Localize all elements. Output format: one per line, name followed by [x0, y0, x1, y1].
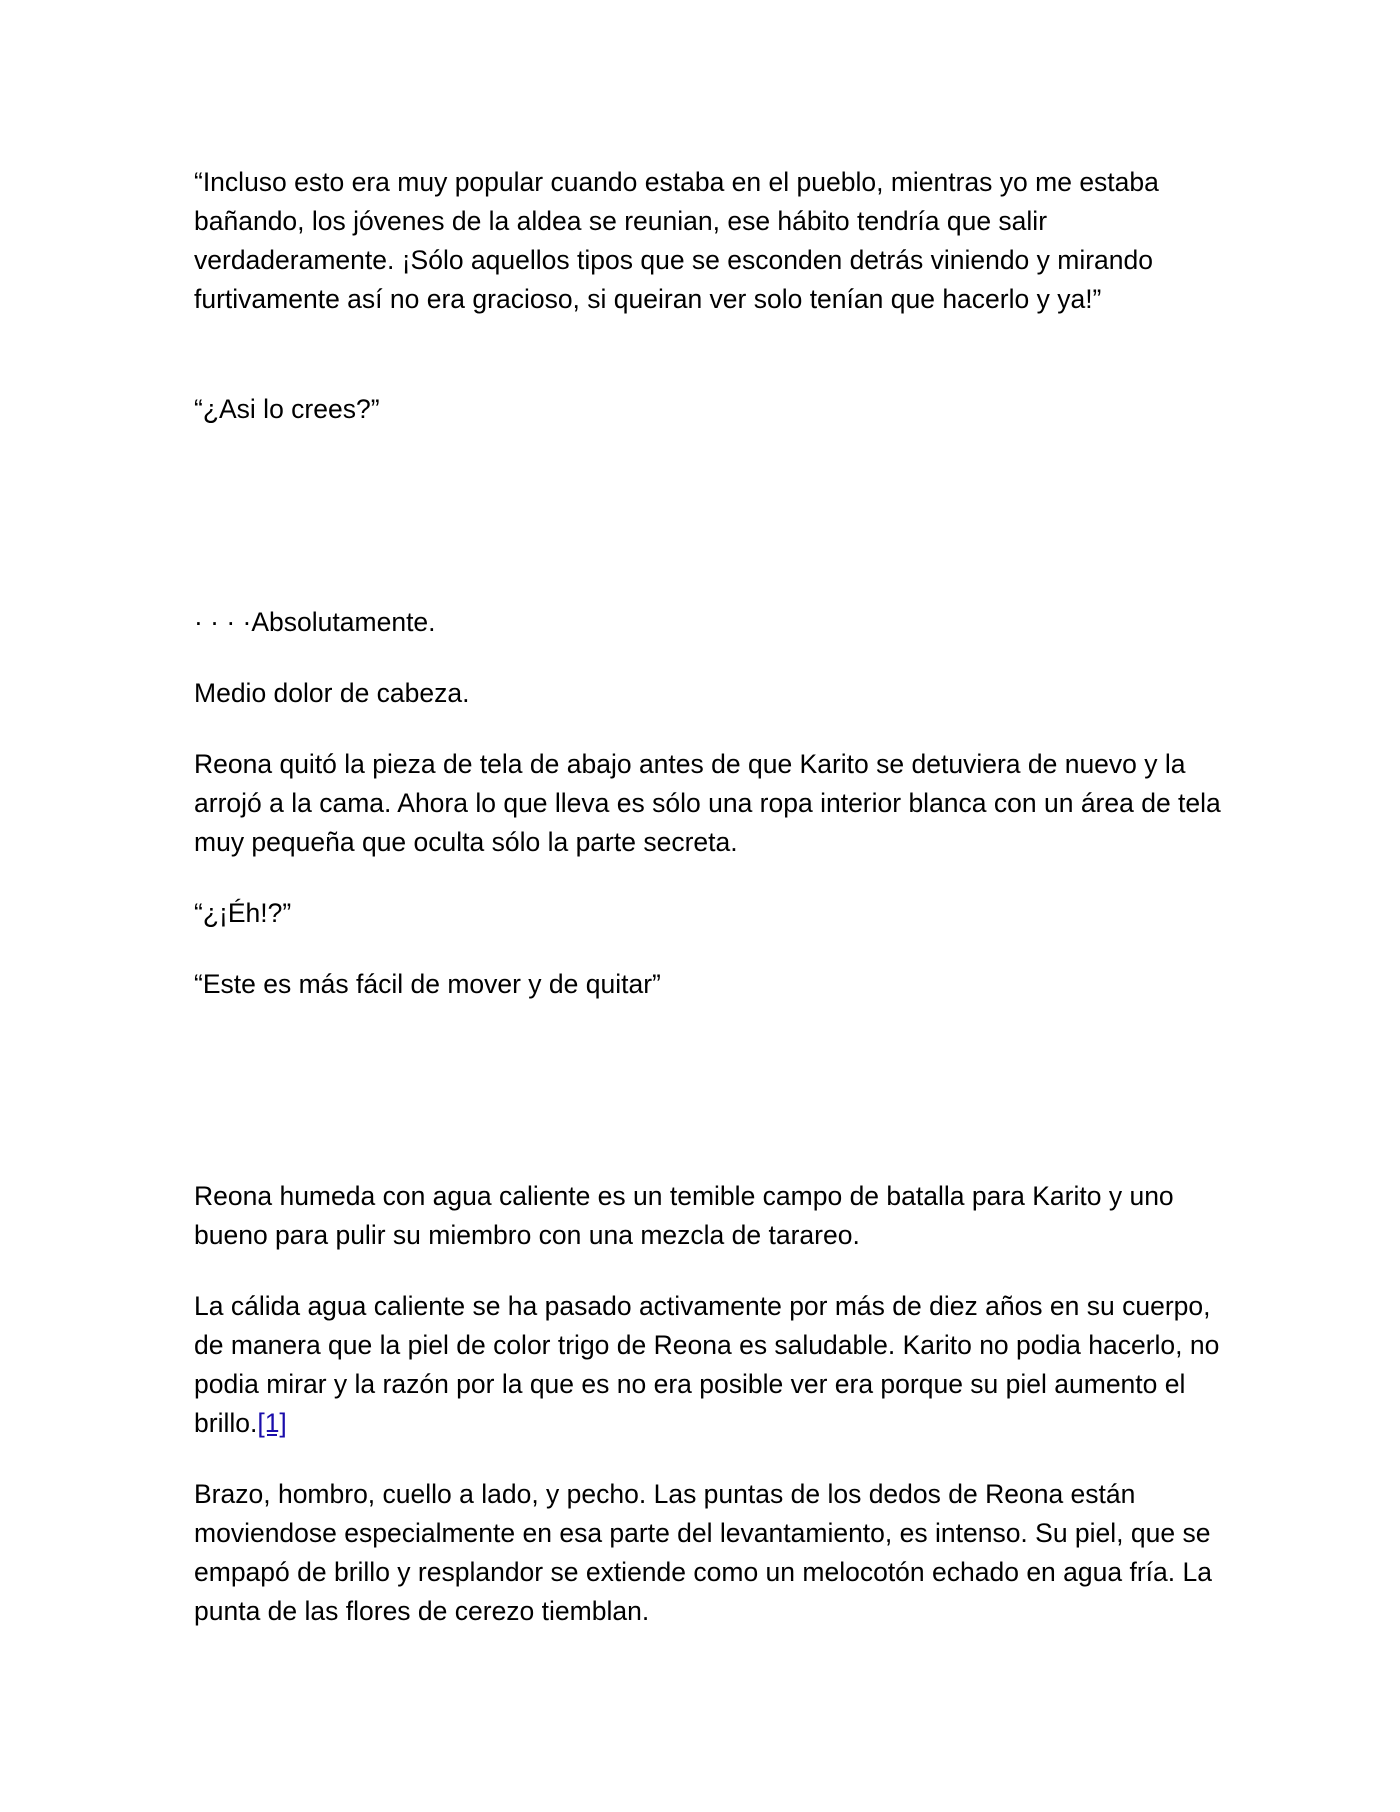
paragraph-5: Reona quitó la pieza de tela de abajo antes de que Karito se detuviera de nuevo y la arrojó a la cama. Ahora lo que lleva es sólo una ropa interior blanca con un área de tela muy pequeña que oculta sólo la parte secreta. [194, 749, 1221, 857]
paragraph-6: “¿¡Éh!?” [194, 898, 292, 928]
footnote-link[interactable]: [1] [257, 1408, 287, 1438]
paragraph-9 [194, 1287, 1234, 1443]
paragraph-7: “Este es más fácil de mover y de quitar” [194, 969, 661, 999]
paragraph-3: · · · ·Absolutamente. [194, 607, 436, 637]
paragraph-9-text: La cálida agua caliente se ha pasado activamente por más de diez años en su cuerpo, de manera que la piel de color trigo de Reona es saludable. Karito no podia hacerlo, no podia mirar y la razón por la que es no era posible ver era porque su piel aumento el brillo. [194, 1291, 1220, 1438]
paragraph-8: Reona humeda con agua caliente es un temible campo de batalla para Karito y uno bueno para pulir su miembro con una mezcla de tarareo. [194, 1181, 1174, 1250]
paragraph-2: “¿Asi lo crees?” [194, 394, 380, 424]
paragraph-10: Brazo, hombro, cuello a lado, y pecho. Las puntas de los dedos de Reona están moviendose especialmente en esa parte del levantamiento, es intenso. Su piel, que se empapó de brillo y resplandor se extiende como un melocotón echado en agua fría. La punta de las flores de cerezo tiemblan. [194, 1479, 1212, 1626]
paragraph-4: Medio dolor de cabeza. [194, 678, 470, 708]
paragraph-1: “Incluso esto era muy popular cuando estaba en el pueblo, mientras yo me estaba bañando, los jóvenes de la aldea se reunian, ese hábito tendría que salir verdaderamente. ¡Sólo aquellos tipos que se esconden detrás viniendo y mirando furtivamente así no era gracioso, si queiran ver solo tenían que hacerlo y ya!” [194, 167, 1159, 314]
